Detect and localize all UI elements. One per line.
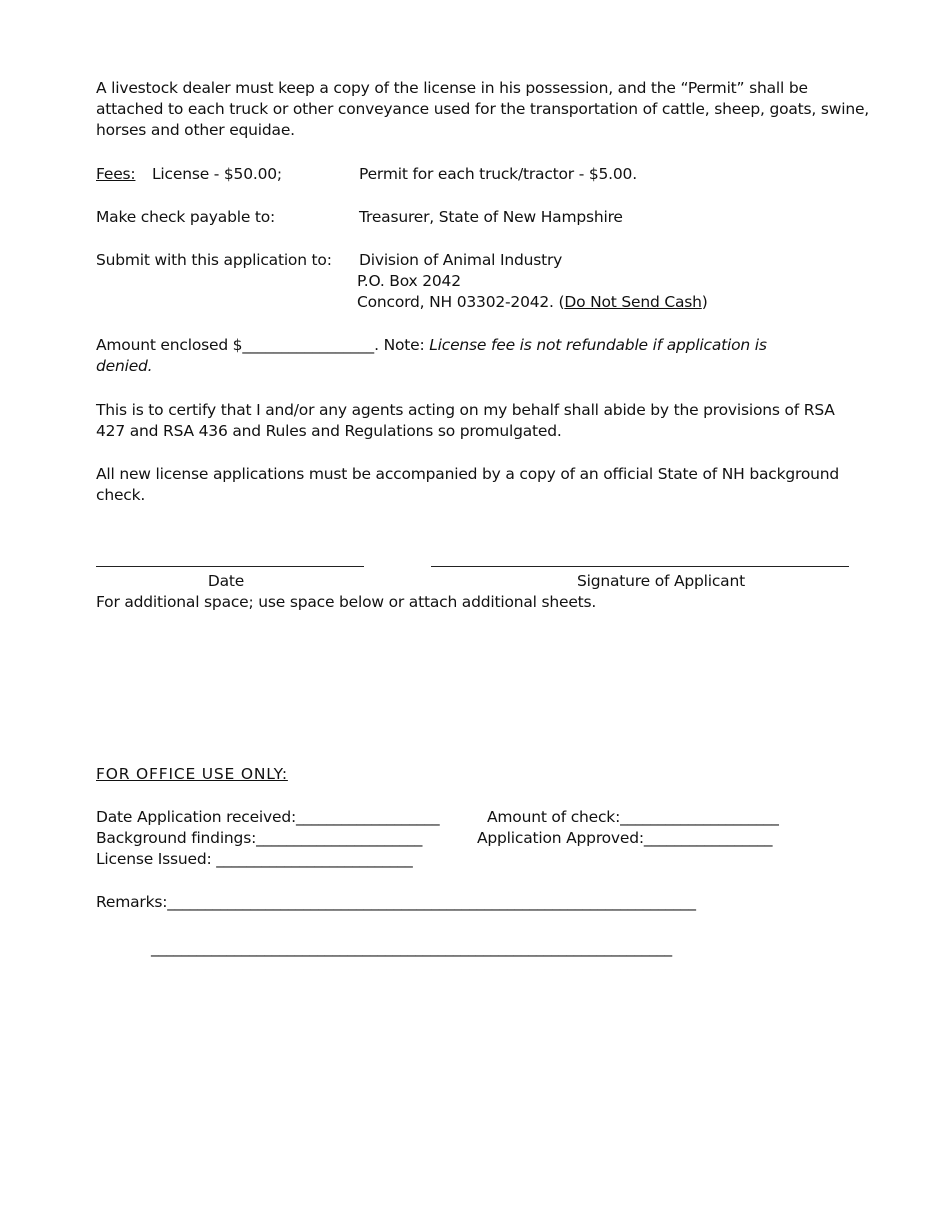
certify-line-1: This is to certify that I and/or any agents acting on my behalf shall abide by the provisions of RSA [96,401,835,419]
background-line-2: check. [96,486,146,504]
refund-note-line-2: denied. [96,357,153,375]
permit-fee: Permit for each truck/tractor - $5.00. [359,165,637,183]
background-line-1: All new license applications must be accompanied by a copy of an official State of NH background [96,465,840,483]
address-line-3 [357,292,708,312]
no-cash-notice: Do Not Send Cash [564,293,702,311]
application-page [96,0,870,1230]
intro-line-1: A livestock dealer must keep a copy of the license in his possession, and the “Permit” shall be [96,79,808,97]
address-city: Concord, NH 03302-2042. ( [357,293,565,311]
office-use-heading: FOR OFFICE USE ONLY: [96,765,288,783]
remarks-field[interactable]: Remarks:______________________________________________________________________ [96,893,696,911]
signature-label: Signature of Applicant [577,572,745,590]
address-close-paren: ) [701,293,708,311]
intro-line-3: horses and other equidae. [96,121,295,139]
address-line-1: Division of Animal Industry [359,251,563,269]
payable-label: Make check payable to: [96,208,276,226]
date-received-field[interactable]: Date Application received:___________________ [96,808,440,826]
certify-line-2: 427 and RSA 436 and Rules and Regulations so promulgated. [96,422,562,440]
amount-label: Amount enclosed $ [96,336,243,354]
payable-value: Treasurer, State of New Hampshire [359,208,623,226]
applicant-signature-line[interactable] [431,566,849,567]
background-findings-field[interactable]: Background findings:______________________ [96,829,423,847]
fees-label: Fees: [96,165,136,183]
amount-check-field[interactable]: Amount of check:_____________________ [487,808,779,826]
license-issued-field[interactable]: License Issued: __________________________ [96,850,413,868]
date-signature-line[interactable] [96,566,364,567]
intro-line-2: attached to each truck or other conveyance used for the transportation of cattle, sheep, goats, swine, [96,100,870,118]
application-approved-field[interactable]: Application Approved:_________________ [477,829,773,847]
address-line-2: P.O. Box 2042 [357,272,461,290]
license-fee: License - $50.00; [152,165,282,183]
refund-note: License fee is not refundable if application is [429,336,767,354]
remarks-line-2[interactable]: _____________________________________________________________________ [151,939,672,957]
amount-blank[interactable]: _________________ [242,336,375,354]
note-label: . Note: [374,336,430,354]
amount-line [96,335,767,355]
submit-label: Submit with this application to: [96,251,332,269]
date-label: Date [207,572,245,590]
additional-space-note: For additional space; use space below or attach additional sheets. [96,593,597,611]
